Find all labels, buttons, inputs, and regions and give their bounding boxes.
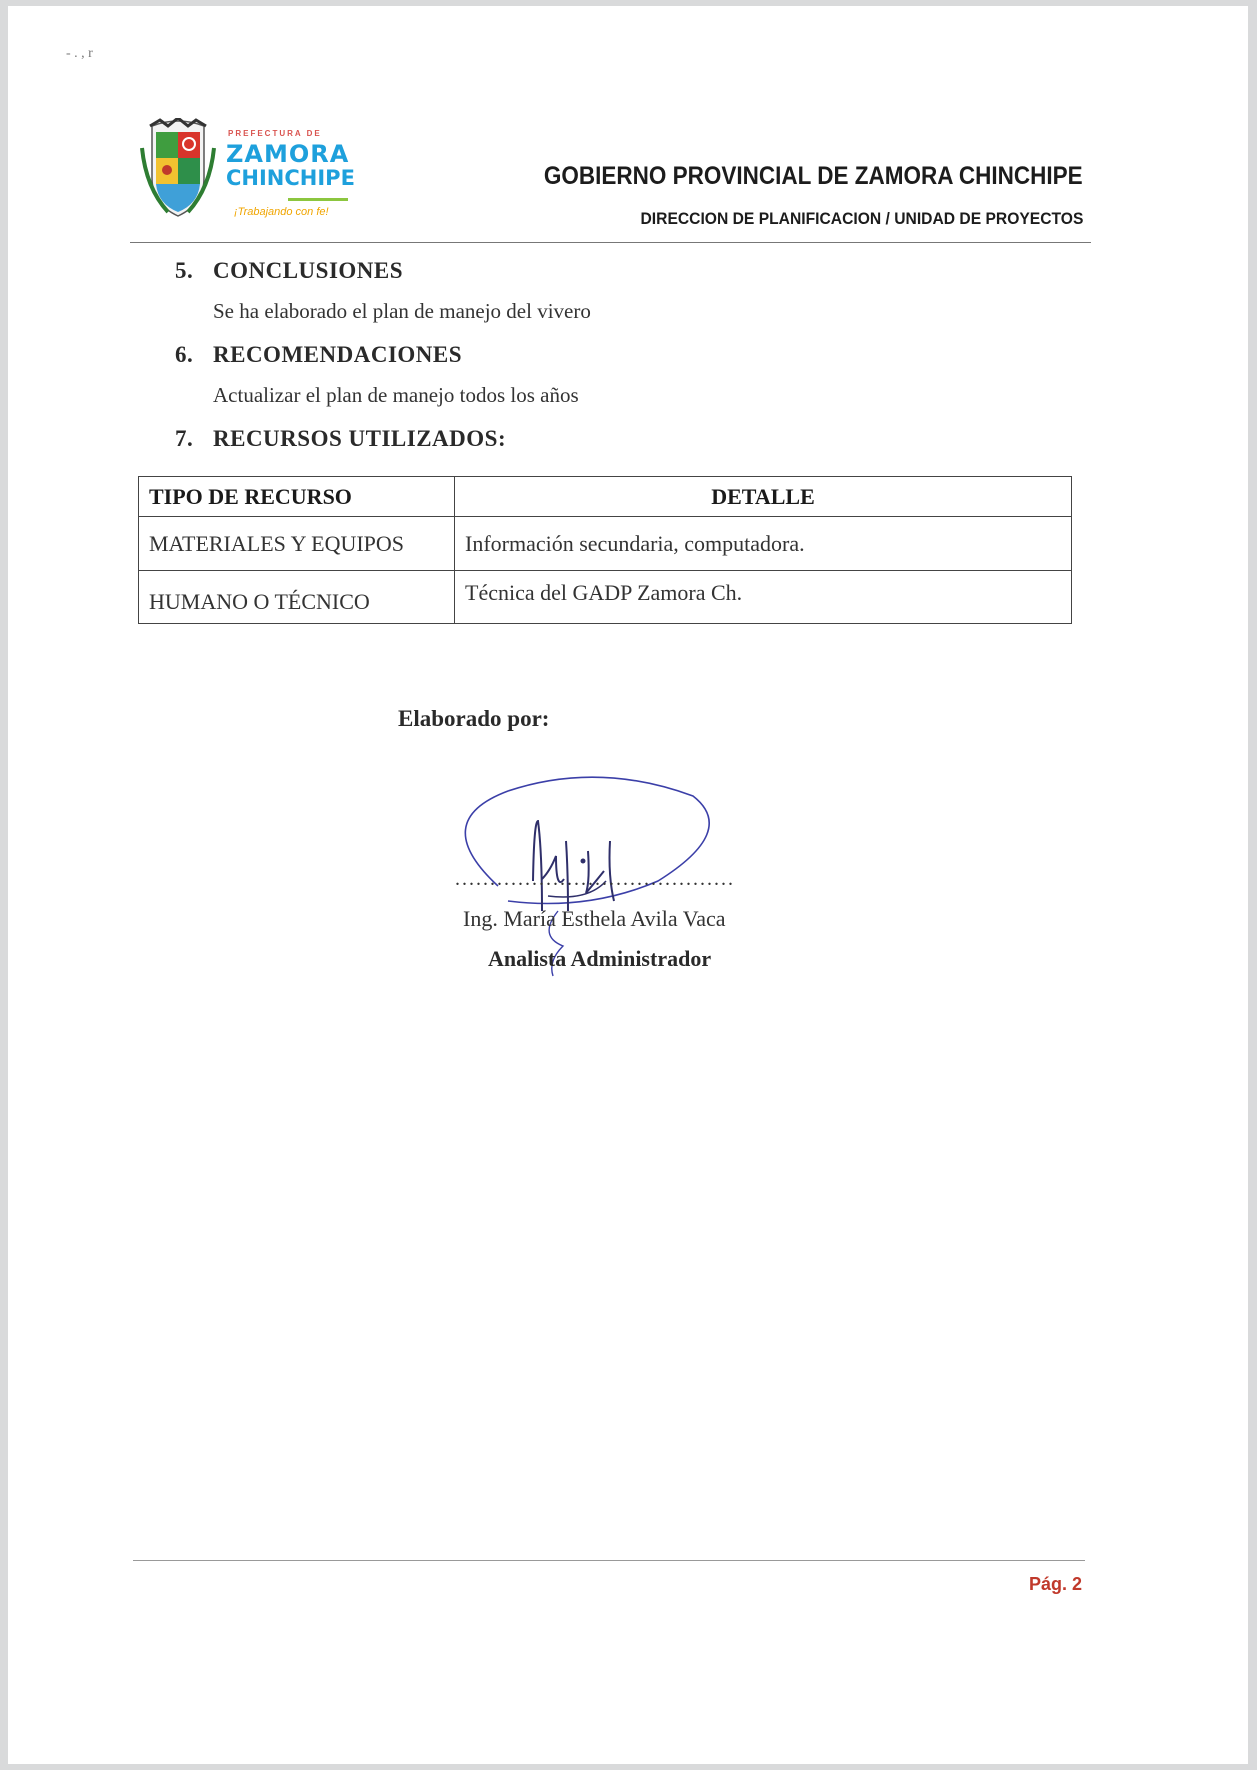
header-title: GOBIERNO PROVINCIAL DE ZAMORA CHINCHIPE xyxy=(544,162,1083,190)
section-body: Actualizar el plan de manejo todos los años xyxy=(213,383,579,407)
page-number: Pág. 2 xyxy=(1028,1574,1082,1594)
signer-role: Analista Administrador xyxy=(488,946,712,971)
section-title: RECURSOS UTILIZADOS: xyxy=(213,426,507,451)
signer-name: Ing. María Esthela Avila Vaca xyxy=(463,906,726,931)
section-number: 6. xyxy=(175,342,194,367)
coat-of-arms-icon xyxy=(138,118,218,218)
logo-divider xyxy=(288,198,348,201)
logo-slogan: ¡Trabajando con fe! xyxy=(234,206,329,218)
footer-divider xyxy=(133,1560,1085,1561)
table-cell: MATERIALES Y EQUIPOS xyxy=(139,517,455,571)
table-cell: HUMANO O TÉCNICO xyxy=(139,571,455,624)
section-heading-conclusiones xyxy=(175,258,403,284)
scan-artifact: - . , r xyxy=(66,46,93,61)
table-header-cell: TIPO DE RECURSO xyxy=(139,477,455,517)
logo-line-1: ZAMORA xyxy=(226,140,350,168)
signature-line: ........................................ xyxy=(455,868,735,890)
section-number: 5. xyxy=(175,258,194,283)
section-title: RECOMENDACIONES xyxy=(213,342,463,367)
logo-line-2: CHINCHIPE xyxy=(226,166,355,190)
table-row xyxy=(139,571,1072,624)
section-title: CONCLUSIONES xyxy=(213,258,404,283)
document-page xyxy=(8,6,1248,1764)
header-subtitle: DIRECCION DE PLANIFICACION / UNIDAD DE PROYECTOS xyxy=(640,209,1083,228)
section-heading-recursos xyxy=(175,426,506,452)
prepared-by-label: Elaborado por: xyxy=(398,706,550,731)
header-divider xyxy=(130,242,1091,243)
table-header-row xyxy=(139,477,1072,517)
table-cell: Información secundaria, computadora. xyxy=(455,517,1072,571)
logo-prefix: PREFECTURA DE xyxy=(228,129,322,138)
section-body: Se ha elaborado el plan de manejo del vivero xyxy=(213,299,591,323)
resources-table xyxy=(138,476,1072,624)
table-row xyxy=(139,517,1072,571)
section-number: 7. xyxy=(175,426,194,451)
table-cell: Técnica del GADP Zamora Ch. xyxy=(455,571,1072,624)
table-header-cell: DETALLE xyxy=(455,477,1072,517)
prefectura-logo xyxy=(138,118,368,228)
section-heading-recomendaciones xyxy=(175,342,462,368)
